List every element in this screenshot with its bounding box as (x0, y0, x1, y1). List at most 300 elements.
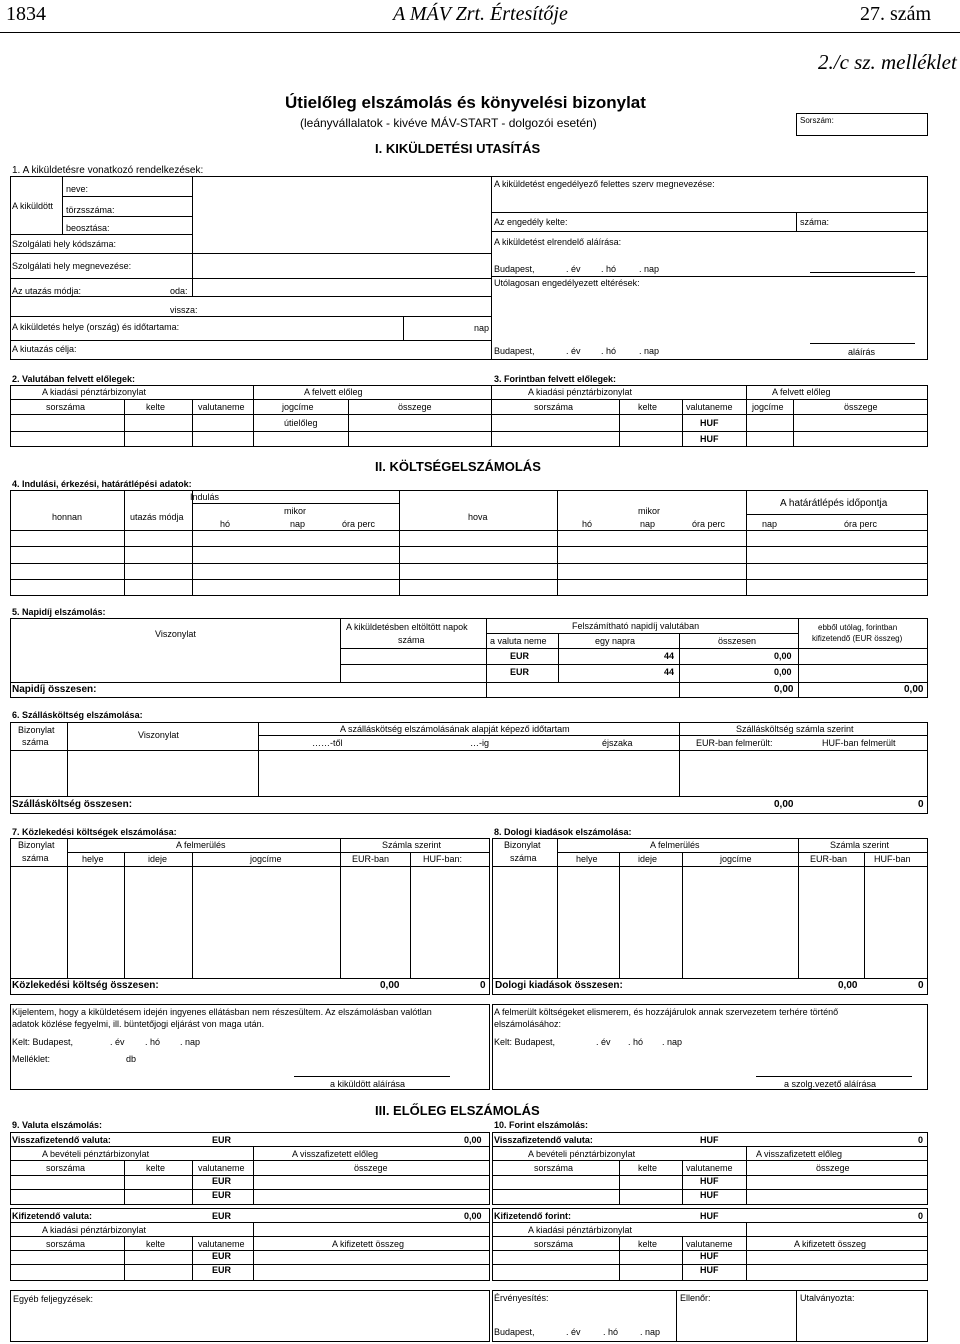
s4-nap-1: nap (290, 519, 306, 529)
s4-utazas-modja: utazás módja (130, 512, 184, 522)
megnevezese-line (10, 278, 491, 279)
ellenor-label: Ellenőr: (680, 1293, 711, 1303)
s5-col-2 (486, 618, 487, 698)
s4-row-line-2 (10, 546, 928, 547)
decl-kikuldott-alairasa: a kiküldött aláírása (330, 1079, 406, 1089)
s10b-huf-2: HUF (700, 1265, 719, 1275)
s8-sum-1: 0,00 (838, 980, 858, 991)
s5-row1-rate: 44 (664, 651, 675, 661)
egyeb-label: Egyéb feljegyzések: (13, 1294, 94, 1304)
s10-line-1 (492, 1146, 928, 1147)
oda-label: oda: (170, 286, 188, 296)
s6-alapjat: A szálláskötség elszámolásának alapját képező időtartam (340, 724, 570, 734)
s8-col-2 (619, 852, 620, 978)
s5-sum-2: 0,00 (904, 684, 924, 695)
part2-title: II. KÖLTSÉGELSZÁMOLÁS (375, 459, 541, 474)
s2-col-sorszama: sorszáma (46, 402, 86, 412)
neve-line (62, 196, 192, 197)
footer-ev: . év (566, 1327, 581, 1337)
issue-number: 27. szám (860, 3, 932, 25)
s4-nap-3: nap (762, 519, 778, 529)
s3-huf-1: HUF (700, 418, 719, 428)
s7-szama: száma (22, 853, 49, 863)
s9-beveteli: A bevételi pénztárbizonylat (42, 1149, 150, 1159)
date1-budapest: Budapest, (494, 264, 535, 274)
s10b-col-a (746, 1222, 747, 1281)
signature-line-1 (810, 272, 915, 273)
decl-kelt-r: Kelt: Budapest, (494, 1037, 556, 1047)
s6-header-line (258, 735, 928, 736)
vissza-line (10, 316, 491, 317)
s2-col-d (348, 399, 349, 447)
s9b-col-kelte: kelte (146, 1239, 166, 1249)
s5-row-line-1 (340, 648, 928, 649)
s3-col-jogcime: jogcíme (752, 402, 784, 412)
s4-ora-3: óra perc (844, 519, 878, 529)
s8-heading: 8. Dologi kiadások elszámolása: (494, 827, 632, 837)
s7-col-2 (124, 852, 125, 978)
serial-label: Sorszám: (800, 116, 834, 125)
engedelyezo-line (491, 212, 928, 213)
s9b-col-sorszama: sorszáma (46, 1239, 86, 1249)
s10b-line-1 (492, 1222, 928, 1223)
s5-header-line (486, 633, 798, 634)
s2-col-osszege: összege (398, 402, 432, 412)
s10-col-kelte: kelte (638, 1163, 658, 1173)
s3-huf-2: HUF (700, 434, 719, 444)
s7-col-1 (67, 838, 68, 978)
s4-ho-1: hó (220, 519, 231, 529)
s3-eloleg: A felvett előleg (772, 387, 831, 397)
s10-line-2 (492, 1160, 928, 1161)
s2-jogcim-value: útielőleg (284, 418, 318, 428)
s10-col-osszege: összege (816, 1163, 850, 1173)
s5-col-1 (340, 618, 341, 682)
torzsszama-label: törzsszáma: (66, 205, 115, 215)
s5-egy-napra: egy napra (595, 636, 636, 646)
decl-kelt: Kelt: Budapest, (12, 1037, 74, 1047)
form-subtitle: (leányvállalatok - kivéve MÁV-START - dolgozói esetén) (300, 116, 597, 130)
s10-ki-label: Kifizetendő forint: (494, 1211, 571, 1221)
s9-line-4 (10, 1189, 490, 1190)
s8-felmerules: A felmerülés (650, 840, 700, 850)
s6-szama: száma (22, 737, 49, 747)
page-number: 1834 (6, 3, 46, 25)
oda-line (10, 296, 491, 297)
s4-col-1 (124, 490, 125, 596)
s6-heading: 6. Szállásköltség elszámolása: (12, 710, 143, 720)
decl-db: db (126, 1054, 137, 1064)
s4-col-4 (557, 490, 558, 596)
s4-col-3 (399, 490, 400, 596)
s10-ki-cur: HUF (700, 1211, 719, 1221)
s1-heading: 1. A kiküldetésre vonatkozó rendelkezések: (12, 165, 204, 176)
s10b-col-sorszama: sorszáma (534, 1239, 574, 1249)
kikuldetes-helye-label: A kiküldetés helye (ország) és időtartama: (12, 322, 180, 332)
s10-visszafizetett: A visszafizetett előleg (756, 1149, 843, 1159)
vissza-label: vissza: (170, 305, 198, 315)
s5-osszesen: összesen (718, 636, 757, 646)
beosztasa-label: beosztása: (66, 223, 110, 233)
s7-helye: helye (82, 854, 104, 864)
s3-col-a (746, 385, 747, 447)
decl-nap: . nap (180, 1037, 201, 1047)
s5-col-4 (679, 633, 680, 698)
s8-col-5 (864, 852, 865, 978)
s9-eur-2: EUR (212, 1190, 232, 1200)
s6-viszonylat: Viszonylat (138, 730, 179, 740)
s5-sum-line (10, 682, 928, 683)
szama-divider (796, 212, 797, 231)
s4-col-5 (746, 490, 747, 596)
date1-ev: . év (566, 264, 581, 274)
s5-col-5 (798, 618, 799, 698)
s3-col-valutaneme: valutaneme (686, 402, 733, 412)
s8-szamla: Számla szerint (830, 840, 890, 850)
date2-budapest: Budapest, (494, 346, 535, 356)
s10-vissza-cur: HUF (700, 1135, 719, 1145)
annex-label: 2./c sz. melléklet (818, 50, 957, 74)
s5-row-line-2 (340, 664, 928, 665)
s10-huf-2: HUF (700, 1190, 719, 1200)
s7-heading: 7. Közlekedési költségek elszámolása: (12, 827, 177, 837)
s9b-line-1 (10, 1222, 490, 1223)
s3-heading: 3. Forintban felvett előlegek: (494, 374, 617, 384)
kelte-line (491, 231, 928, 232)
decl-ev-r: . év (596, 1037, 611, 1047)
s6-sum-line (10, 796, 928, 797)
s2-bizonylat: A kiadási pénztárbizonylat (42, 387, 147, 397)
s5-sum-1: 0,00 (774, 684, 794, 695)
s9-col-b (124, 1160, 125, 1205)
decl-ho-r: . hó (628, 1037, 644, 1047)
s4-hatar-line (746, 514, 928, 515)
s4-ora-1: óra perc (342, 519, 376, 529)
engedelyezo-label: A kiküldetést engedélyező felettes szerv megnevezése: (494, 179, 715, 189)
s3-col-sorszama: sorszáma (534, 402, 574, 412)
beosztasa-line (10, 234, 192, 235)
footer-budapest: Budapest, (494, 1327, 535, 1337)
s5-napok-2: száma (398, 635, 425, 645)
s2-heading: 2. Valutában felvett előlegek: (12, 374, 136, 384)
s8-eur: EUR-ban (810, 854, 848, 864)
s10-heading: 10. Forint elszámolás: (494, 1120, 589, 1130)
s9-line-1 (10, 1146, 490, 1147)
s2-col-kelte: kelte (146, 402, 166, 412)
kikuldott-divider (62, 176, 63, 234)
s2-col-a (253, 385, 254, 447)
s2-col-jogcime: jogcíme (282, 402, 314, 412)
s2-s3-divider (491, 385, 492, 447)
s4-row-line-3 (10, 563, 928, 564)
engedely-kelte-label: Az engedély kelte: (494, 217, 568, 227)
nap-label: nap (474, 323, 490, 333)
s4-ho-2: hó (582, 519, 593, 529)
serial-number-box[interactable] (796, 113, 928, 136)
s9-col-c (192, 1160, 193, 1205)
s9-heading: 9. Valuta elszámolás: (12, 1120, 103, 1130)
elrendelo-label: A kiküldetést elrendelő aláírása: (494, 237, 622, 247)
s7-sum-line (10, 978, 490, 979)
s7-felmerules: A felmerülés (176, 840, 226, 850)
s9-ki-val: 0,00 (464, 1211, 482, 1221)
s8-bizonylat: Bizonylat (504, 840, 541, 850)
s9-vissza-label: Visszafizetendő valuta: (12, 1135, 111, 1145)
s10-vissza-label: Visszafizetendő valuta: (494, 1135, 593, 1145)
s7-ideje: ideje (148, 854, 168, 864)
s10-col-valutaneme: valutaneme (686, 1163, 733, 1173)
s10-vissza-val: 0 (918, 1135, 924, 1145)
utazas-modja-label: Az utazás módja: (12, 286, 82, 296)
s8-ideje: ideje (638, 854, 658, 864)
approval-col-1 (676, 1290, 677, 1342)
s7-szamla: Számla szerint (382, 840, 442, 850)
s6-bizonylat: Bizonylat (18, 725, 55, 735)
s3-col-c (682, 399, 683, 447)
s8-header-line (557, 852, 928, 853)
s6-sum-label: Szállásköltség összesen: (12, 799, 133, 810)
part3-title: III. ELŐLEG ELSZÁMOLÁS (375, 1103, 540, 1118)
s4-hatar: A határátlépés időpontja (780, 498, 888, 509)
s8-szama: száma (510, 853, 537, 863)
decl-szolg: a szolg.vezető aláírása (784, 1079, 877, 1089)
s3-col-b (619, 399, 620, 447)
s9-eur-1: EUR (212, 1176, 232, 1186)
s9-vissza-cur: EUR (212, 1135, 232, 1145)
s4-honnan: honnan (52, 512, 83, 522)
s5-row2-rate: 44 (664, 667, 675, 677)
celja-label: A kiutazás célja: (12, 344, 77, 354)
s6-tol: ……-től (312, 738, 343, 748)
s10b-col-b (619, 1236, 620, 1281)
s5-viszonylat: Viszonylat (155, 629, 196, 639)
s2-col-b (124, 399, 125, 447)
s9b-eur-2: EUR (212, 1265, 232, 1275)
alairas-label: aláírás (848, 347, 876, 357)
s9-visszafizetett: A visszafizetett előleg (292, 1149, 379, 1159)
part1-title: I. KIKÜLDETÉSI UTASÍTÁS (375, 141, 541, 156)
date2-ho: . hó (601, 346, 617, 356)
s10b-col-c (682, 1236, 683, 1281)
s3-bizonylat: A kiadási pénztárbizonylat (528, 387, 633, 397)
s8-sum-label: Dologi kiadások összesen: (495, 980, 623, 991)
s9-line-2 (10, 1160, 490, 1161)
s10-kiadasi: A kiadási pénztárbizonylat (528, 1225, 633, 1235)
s7-header-line (67, 852, 490, 853)
s8-col-1 (557, 838, 558, 978)
s9-col-osszege: összege (354, 1163, 388, 1173)
s9b-col-valutaneme: valutaneme (198, 1239, 245, 1249)
s6-sum-1: 0,00 (774, 799, 794, 810)
s8-helye: helye (576, 854, 598, 864)
s4-row-line-4 (10, 579, 928, 580)
s10-col-sorszama: sorszáma (534, 1163, 574, 1173)
decl-ev: . év (110, 1037, 125, 1047)
s6-col-2 (258, 722, 259, 796)
s3-col-kelte: kelte (638, 402, 658, 412)
decl-melleklet: Melléklet: (12, 1054, 51, 1064)
date1-nap: . nap (639, 264, 660, 274)
utolagosan-label: Utólagosan engedélyezett eltérések: (494, 278, 640, 288)
s9b-line-3 (10, 1250, 490, 1251)
s7-row-line (10, 866, 490, 867)
engedely-szama-label: száma: (800, 217, 830, 227)
s5-row2-total: 0,00 (774, 667, 792, 677)
s8-row-line (492, 866, 928, 867)
s6-col-3 (679, 722, 680, 796)
s10b-huf-1: HUF (700, 1251, 719, 1261)
s10-col-b (619, 1160, 620, 1205)
kodszama-label: Szolgálati hely kódszáma: (12, 239, 117, 249)
s5-heading: 5. Napidíj elszámolás: (12, 607, 106, 617)
torzsszama-line (62, 216, 192, 217)
utalvanyozta-label: Utalványozta: (800, 1293, 855, 1303)
s5-felszamithato: Felszámítható napidíj valutában (572, 621, 700, 631)
decl-right-sign-line (756, 1076, 912, 1077)
s7-huf: HUF-ban: (423, 854, 463, 864)
s1-box (10, 176, 928, 360)
s1-divider (491, 176, 492, 360)
s3-col-d (793, 399, 794, 447)
footer-ho: . hó (603, 1327, 619, 1337)
form-title: Útielőleg elszámolás és könyvelési bizonylat (285, 93, 646, 112)
s9-col-sorszama: sorszáma (46, 1163, 86, 1173)
approval-col-2 (796, 1290, 797, 1342)
s7-sum-1: 0,00 (380, 980, 400, 991)
s7-sum-2: 0 (480, 980, 486, 991)
s2-row1-line (10, 414, 928, 415)
s9-line-3 (10, 1175, 490, 1176)
s5-row2-cur: EUR (510, 667, 530, 677)
s2-col-valutaneme: valutaneme (198, 402, 245, 412)
s8-jogcime: jogcíme (720, 854, 752, 864)
date2-nap: . nap (639, 346, 660, 356)
s4-indulas: Indulás (190, 492, 220, 502)
s9b-col-b (124, 1236, 125, 1281)
s10-ki-val: 0 (918, 1211, 924, 1221)
s9-col-kelte: kelte (146, 1163, 166, 1173)
s4-indulas-line (192, 503, 399, 504)
kikuldott-label: A kiküldött (12, 201, 54, 211)
s5-ebbol-2: kifizetendő (EUR összeg) (812, 634, 903, 643)
s5-col-3 (558, 633, 559, 682)
s4-row-line-1 (10, 530, 928, 531)
s9b-line-2 (10, 1236, 490, 1237)
signature-line-2 (810, 343, 915, 344)
s4-hova: hova (468, 512, 488, 522)
s8-huf: HUF-ban (874, 854, 911, 864)
s9b-line-4 (10, 1264, 490, 1265)
helye-line (10, 340, 491, 341)
s9-kiadasi: A kiadási pénztárbizonylat (42, 1225, 147, 1235)
s8-col-4 (798, 838, 799, 978)
s10b-col-kelte: kelte (638, 1239, 658, 1249)
s5-ebbol-1: ebből utólag, forintban (818, 623, 898, 632)
kodszama-line (10, 253, 491, 254)
s9-kifizetett: A kifizetett összeg (332, 1239, 405, 1249)
megnevezese-label: Szolgálati hely megnevezése: (12, 261, 132, 271)
s9-ki-cur: EUR (212, 1211, 232, 1221)
neve-label: neve: (66, 184, 89, 194)
s8-sum-2: 0 (918, 980, 924, 991)
elrendelo-line (491, 276, 928, 277)
s4-mikor-1: mikor (284, 506, 306, 516)
s8-sum-line (492, 978, 928, 979)
s10-kifizetett: A kifizetett összeg (794, 1239, 867, 1249)
s7-bizonylat: Bizonylat (18, 840, 55, 850)
s6-row-line-1 (10, 750, 928, 751)
s2-header-line (10, 399, 928, 400)
decl-left-sign-line (294, 1076, 450, 1077)
s4-heading: 4. Indulási, érkezési, határátlépési adatok: (12, 479, 192, 489)
s10-beveteli: A bevételi pénztárbizonylat (528, 1149, 636, 1159)
s2-eloleg: A felvett előleg (304, 387, 363, 397)
s6-sum-2: 0 (918, 799, 924, 810)
s7-col-4 (340, 838, 341, 978)
s10-col-c (682, 1160, 683, 1205)
s5-row1-cur: EUR (510, 651, 530, 661)
s3-col-osszege: összege (844, 402, 878, 412)
s9b-col-c (192, 1236, 193, 1281)
s9-vissza-val: 0,00 (464, 1135, 482, 1145)
decl-left-1: Kijelentem, hogy a kiküldetésem idején ingyenes ellátásban nem részesültem. Az elszámolásban valótlan (12, 1007, 432, 1017)
s6-col-1 (67, 722, 68, 796)
s7-col-3 (192, 852, 193, 978)
s4-nap-2: nap (640, 519, 656, 529)
s7-sum-label: Közlekedési költség összesen: (12, 980, 159, 991)
s5-row1-total: 0,00 (774, 651, 792, 661)
s6-eur: EUR-ban felmerült: (696, 738, 773, 748)
s6-szamla: Szállásköltség számla szerint (736, 724, 854, 734)
ervenyesites-label: Érvényesítés: (494, 1293, 549, 1303)
s7-eur: EUR-ban (352, 854, 390, 864)
date1-ho: . hó (601, 264, 617, 274)
egyeb-box[interactable] (10, 1290, 490, 1342)
s4-ora-2: óra perc (692, 519, 726, 529)
s6-ig: …-ig (470, 738, 490, 748)
s9-ki-label: Kifizetendő valuta: (12, 1211, 93, 1221)
s9b-col-a (253, 1222, 254, 1281)
date2-ev: . év (566, 346, 581, 356)
s7-jogcime: jogcíme (250, 854, 282, 864)
s5-valuta-neme: a valuta neme (490, 636, 547, 646)
journal-title: A MÁV Zrt. Értesítője (393, 3, 568, 25)
footer-nap: . nap (640, 1327, 661, 1337)
s5-napok-1: A kiküldetésben eltöltött napok (346, 622, 468, 632)
s6-ejszaka: éjszaka (602, 738, 633, 748)
decl-nap-r: . nap (662, 1037, 683, 1047)
s9-col-valutaneme: valutaneme (198, 1163, 245, 1173)
decl-ho: . hó (145, 1037, 161, 1047)
helye-divider (403, 316, 404, 340)
header-rule (0, 32, 960, 33)
s5-sum-label: Napidíj összesen: (12, 684, 97, 695)
s10b-col-valutaneme: valutaneme (686, 1239, 733, 1249)
decl-left-2: adatok közlése fegyelmi, ill. büntetőjogi eljárást von maga után. (12, 1019, 265, 1029)
s9b-eur-1: EUR (212, 1251, 232, 1261)
decl-right-2: elszámolásához: (494, 1019, 562, 1029)
s2-col-c (192, 399, 193, 447)
s8-col-3 (682, 852, 683, 978)
s10-huf-1: HUF (700, 1176, 719, 1186)
s7-col-5 (410, 852, 411, 978)
s4-mikor-2: mikor (638, 506, 660, 516)
decl-right-1: A felmerült költségeket elismerem, és hozzájárulok annak szervezetem terhére történő (494, 1007, 839, 1017)
s10b-line-2 (492, 1236, 928, 1237)
s2-row2-line (10, 431, 928, 432)
s4-col-2 (192, 490, 193, 596)
s6-huf: HUF-ban felmerült (822, 738, 896, 748)
